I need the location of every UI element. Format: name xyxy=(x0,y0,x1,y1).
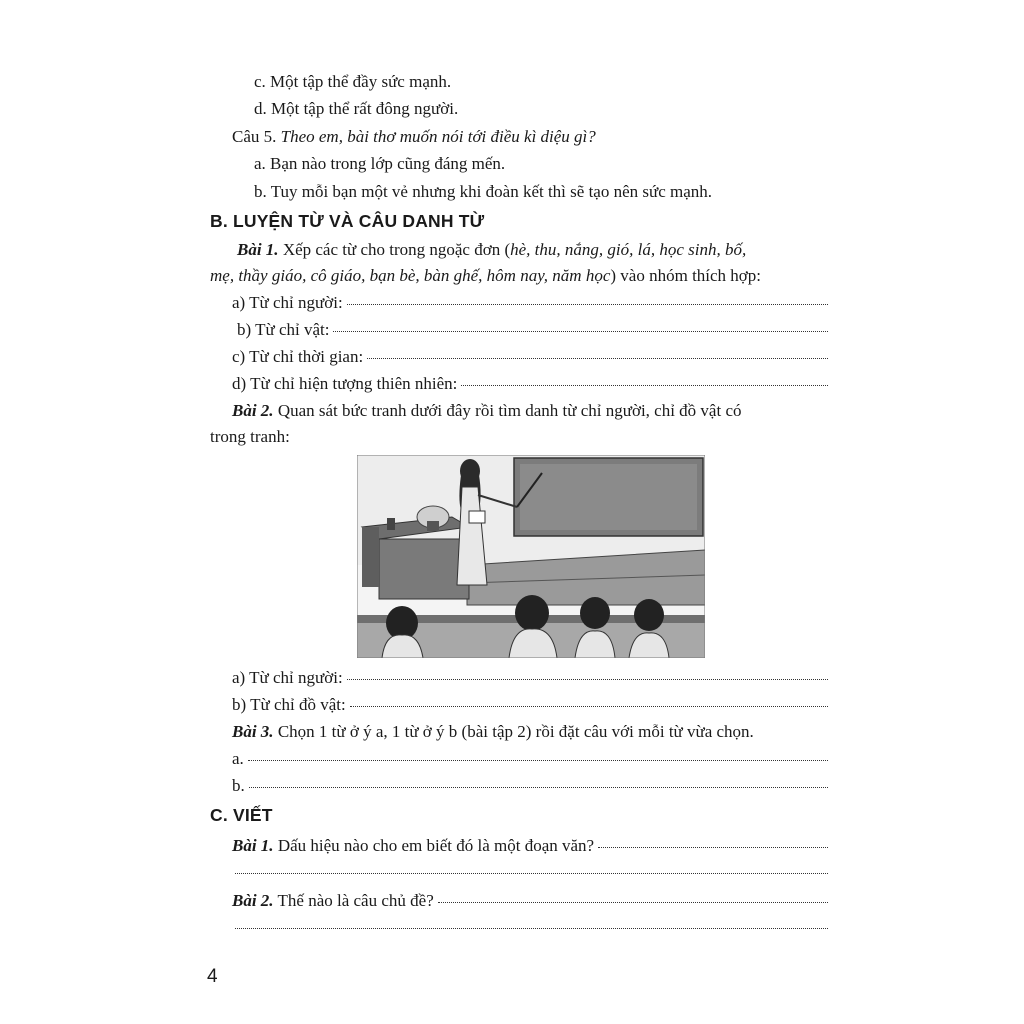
answer-label: a) Từ chỉ người: xyxy=(232,293,343,312)
question-5-option-a: a. Bạn nào trong lớp cũng đáng mến. xyxy=(254,154,506,173)
answer-label: b) Từ chỉ vật: xyxy=(237,320,330,339)
c-bai1-answer-line[interactable] xyxy=(235,862,828,877)
classroom-illustration xyxy=(357,455,705,658)
answer-line[interactable] xyxy=(347,665,828,680)
b-bai3 xyxy=(232,721,754,743)
b-bai1-words-2: mẹ, thầy giáo, cô giáo, bạn bè, bàn ghế, hôm nay, năm học xyxy=(210,266,611,285)
b-bai2-line2: trong tranh: xyxy=(210,427,290,446)
c-bai1[interactable] xyxy=(232,835,828,857)
b-bai2-label: Bài 2. xyxy=(232,401,274,420)
answer-line[interactable] xyxy=(235,859,828,874)
answer-line[interactable] xyxy=(249,773,828,788)
b-bai1-intro: Xếp các từ cho trong ngoặc đơn ( xyxy=(282,240,511,259)
answer-line[interactable] xyxy=(350,692,828,707)
answer-line[interactable] xyxy=(598,833,828,848)
answer-label: b. xyxy=(232,776,245,795)
question-5-text: Theo em, bài thơ muốn nói tới điều kì diệu gì? xyxy=(280,127,596,146)
c-bai1-label: Bài 1. xyxy=(232,836,274,855)
answer-label: b) Từ chỉ đồ vật: xyxy=(232,695,346,714)
b-bai1-line1 xyxy=(237,239,746,261)
b-bai2-answer-a[interactable] xyxy=(232,667,828,689)
b-bai3-text: Chọn 1 từ ở ý a, 1 từ ở ý b (bài tập 2) rồi đặt câu với mỗi từ vừa chọn. xyxy=(277,722,754,741)
b-bai3-answer-b[interactable] xyxy=(232,775,828,797)
c-bai2-prompt xyxy=(232,890,434,912)
c-bai2[interactable] xyxy=(232,890,828,912)
answer-line[interactable] xyxy=(347,290,828,305)
question-5-option-b: b. Tuy mỗi bạn một vẻ nhưng khi đoàn kết thì sẽ tạo nên sức mạnh. xyxy=(254,182,713,201)
b-bai1-answer-d[interactable] xyxy=(232,373,828,395)
c-bai1-text: Dấu hiệu nào cho em biết đó là một đoạn văn? xyxy=(277,836,595,855)
question-5-label: Câu 5. xyxy=(232,127,277,146)
question-5 xyxy=(232,126,596,148)
b-bai2-text: Quan sát bức tranh dưới đây rồi tìm danh từ chỉ người, chỉ đồ vật có xyxy=(277,401,742,420)
b-bai1-answer-c[interactable] xyxy=(232,346,828,368)
b-bai1-words-1: hè, thu, nắng, gió, lá, học sinh, bố, xyxy=(510,240,747,259)
answer-label: d) Từ chỉ hiện tượng thiên nhiên: xyxy=(232,374,458,393)
answer-label: a. xyxy=(232,749,244,768)
c-bai2-label: Bài 2. xyxy=(232,891,274,910)
b-bai1-answer-b[interactable] xyxy=(237,319,828,341)
section-b-heading: B. LUYỆN TỪ VÀ CÂU DANH TỪ xyxy=(210,211,485,231)
b-bai1-tail: ) vào nhóm thích hợp: xyxy=(610,266,762,285)
b-bai2-line1 xyxy=(232,400,742,422)
c-bai1-prompt xyxy=(232,835,594,857)
b-bai1-label: Bài 1. xyxy=(237,240,279,259)
answer-line[interactable] xyxy=(235,914,828,929)
b-bai3-answer-a[interactable] xyxy=(232,748,828,770)
b-bai1-line2 xyxy=(210,265,761,287)
option-d: d. Một tập thể rất đông người. xyxy=(254,99,459,118)
section-c-heading: C. VIẾT xyxy=(210,805,273,825)
answer-line[interactable] xyxy=(333,317,828,332)
page-number: 4 xyxy=(207,966,218,987)
b-bai3-label: Bài 3. xyxy=(232,722,274,741)
answer-line[interactable] xyxy=(248,746,828,761)
answer-label: a) Từ chỉ người: xyxy=(232,668,343,687)
answer-line[interactable] xyxy=(461,371,828,386)
c-bai2-answer-line[interactable] xyxy=(235,917,828,932)
answer-line[interactable] xyxy=(438,888,828,903)
b-bai1-answer-a[interactable] xyxy=(232,292,828,314)
c-bai2-text: Thế nào là câu chủ đề? xyxy=(277,891,434,910)
answer-line[interactable] xyxy=(367,344,828,359)
b-bai2-answer-b[interactable] xyxy=(232,694,828,716)
option-c: c. Một tập thể đầy sức mạnh. xyxy=(254,72,452,91)
answer-label: c) Từ chỉ thời gian: xyxy=(232,347,364,366)
